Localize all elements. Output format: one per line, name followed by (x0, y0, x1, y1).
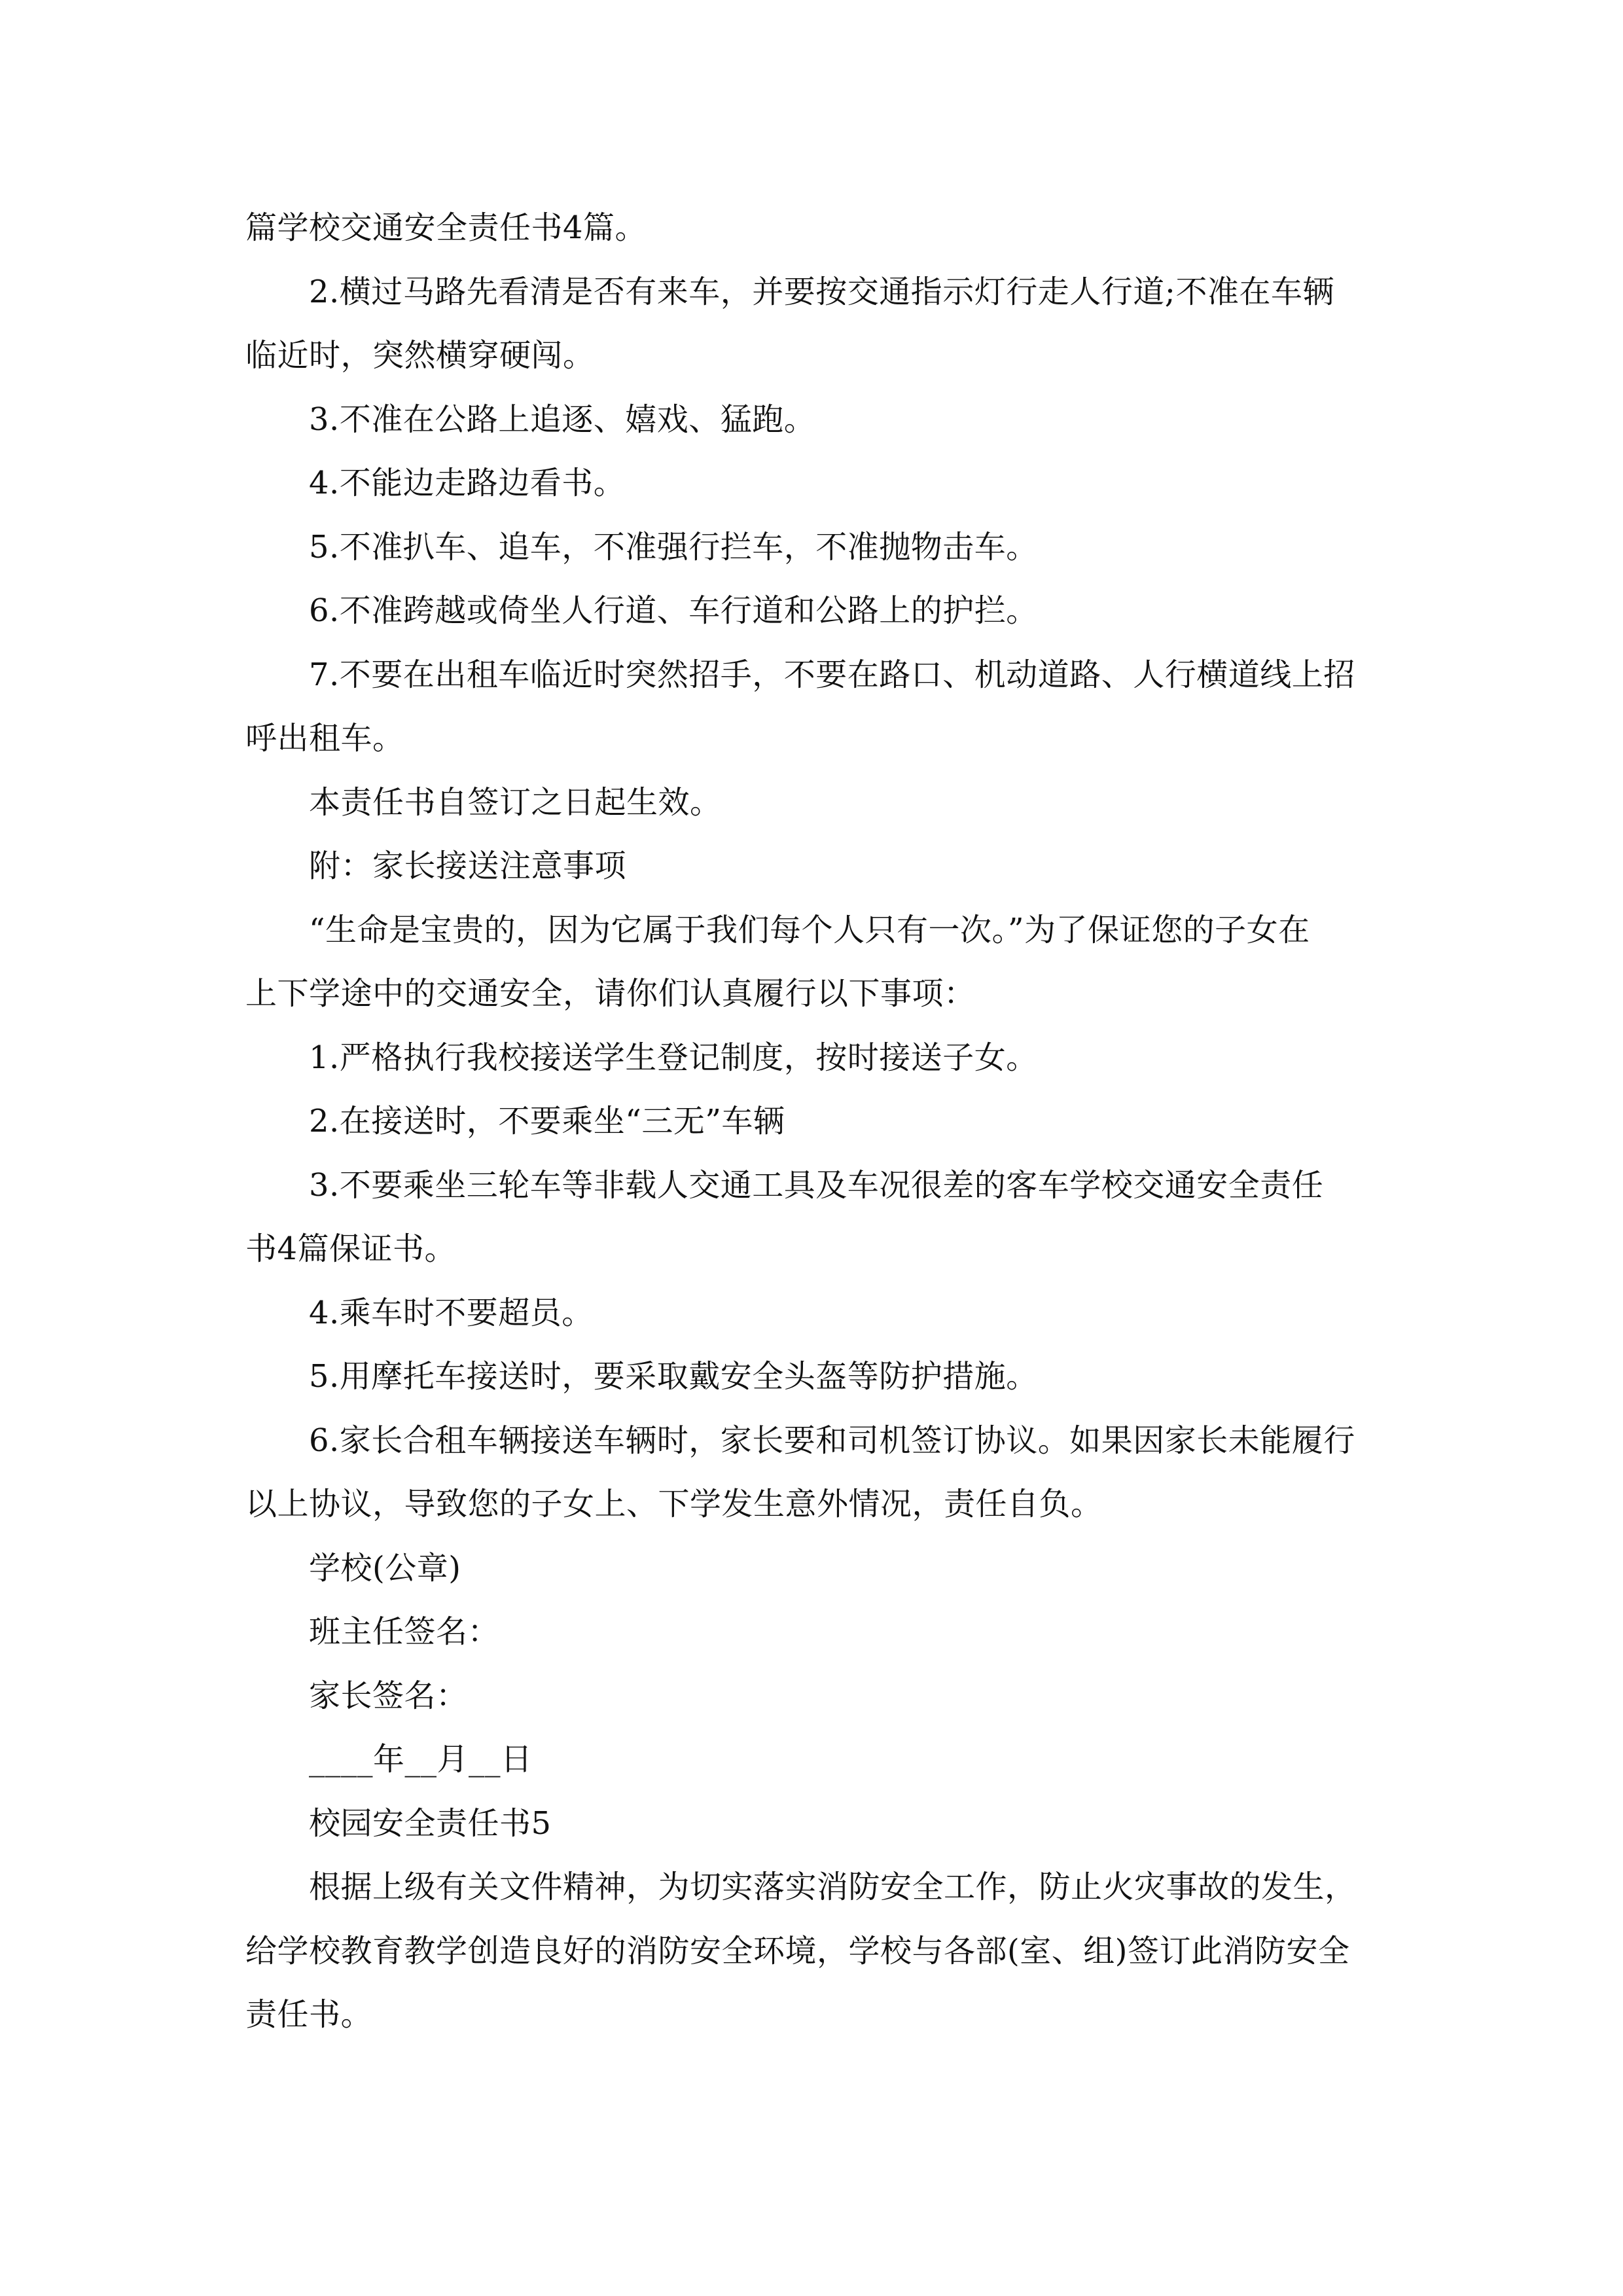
parent-signature-line: 家长签名： (309, 1677, 468, 1714)
paragraph-line: 4.乘车时不要超员。 (309, 1294, 594, 1331)
paragraph-line: 呼出租车。 (245, 720, 404, 757)
paragraph-line: 篇学校交通安全责任书4篇。 (245, 209, 647, 246)
paragraph-line: 5.不准扒车、追车，不准强行拦车，不准抛物击车。 (309, 528, 1038, 565)
paragraph-line: 根据上级有关文件精神，为切实落实消防安全工作，防止火灾事故的发生， (309, 1869, 1357, 1905)
paragraph-line: 4.不能边走路边看书。 (309, 465, 626, 501)
paragraph-line: 书4篇保证书。 (245, 1230, 457, 1267)
teacher-signature-line: 班主任签名： (309, 1613, 500, 1650)
paragraph-line: 给学校教育教学创造良好的消防安全环境，学校与各部(室、组)签订此消防安全 (245, 1932, 1350, 1969)
paragraph-line: 1.严格执行我校接送学生登记制度，按时接送子女。 (309, 1039, 1038, 1076)
paragraph-line: 上下学途中的交通安全，请你们认真履行以下事项： (245, 975, 976, 1012)
paragraph-line: 7.不要在出租车临近时突然招手，不要在路口、机动道路、人行横道线上招 (309, 656, 1355, 693)
section-heading: 附：家长接送注意事项 (309, 848, 627, 884)
paragraph-line: “生命是宝贵的，因为它属于我们每个人只有一次。”为了保证您的子女在 (309, 911, 1310, 948)
document-body (245, 196, 1381, 2047)
paragraph-line: 3.不要乘坐三轮车等非载人交通工具及车况很差的客车学校交通安全责任 (309, 1166, 1324, 1204)
paragraph-line: 2.横过马路先看清是否有来车，并要按交通指示灯行走人行道;不准在车辆 (309, 273, 1334, 310)
paragraph-line: 5.用摩托车接送时，要采取戴安全头盔等防护措施。 (309, 1358, 1038, 1395)
section-title: 校园安全责任书5 (309, 1804, 552, 1842)
paragraph-line: 3.不准在公路上追逐、嬉戏、猛跑。 (309, 401, 816, 438)
paragraph-line: 6.不准跨越或倚坐人行道、车行道和公路上的护拦。 (309, 592, 1038, 629)
date-line: ____年__月__日 (309, 1741, 533, 1778)
paragraph-line: 本责任书自签订之日起生效。 (309, 783, 722, 821)
paragraph-line: 2.在接送时，不要乘坐“三无”车辆 (309, 1103, 785, 1139)
paragraph-line: 临近时，突然横穿硬闯。 (245, 337, 595, 374)
paragraph-line: 以上协议，导致您的子女上、下学发生意外情况，责任自负。 (245, 1486, 1103, 1522)
paragraph-line: 责任书。 (245, 1996, 373, 2033)
paragraph-line: 6.家长合租车辆接送车辆时，家长要和司机签订协议。如果因家长未能履行 (309, 1422, 1355, 1459)
school-seal-line: 学校(公章) (309, 1549, 461, 1587)
